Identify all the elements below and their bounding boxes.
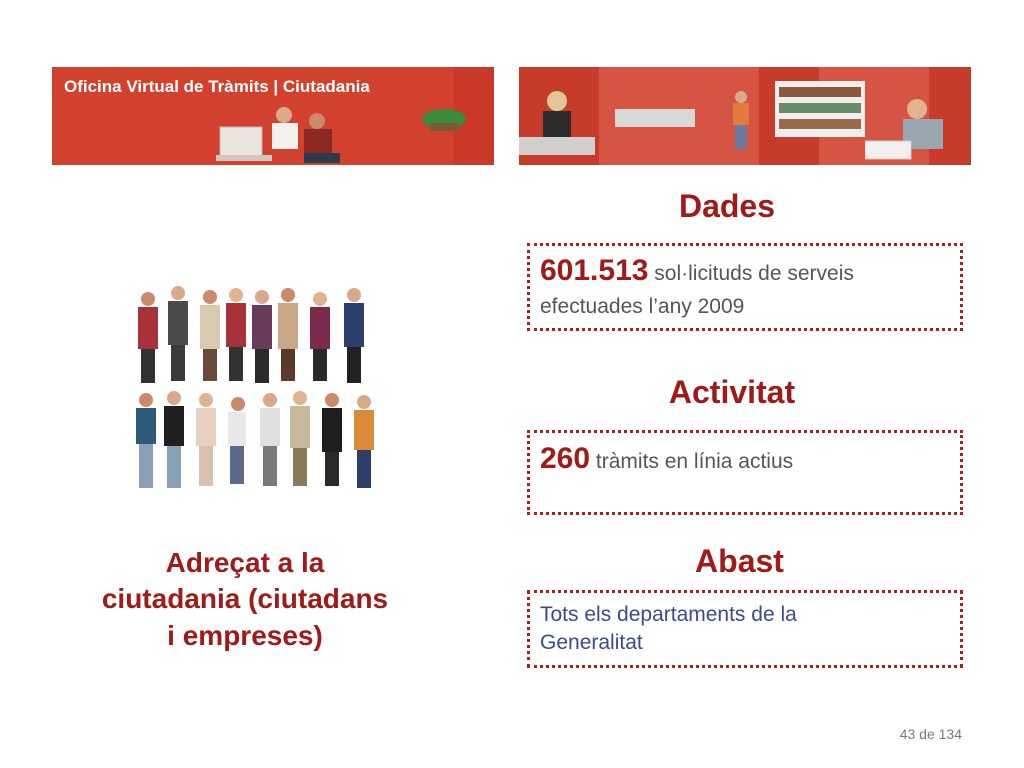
dades-box [527, 243, 963, 331]
people-crowd-icon [128, 285, 394, 495]
caption-line: i empreses) [167, 619, 323, 651]
activitat-number: 260 [540, 442, 591, 475]
section-heading-abast: Abast [695, 543, 784, 579]
woman-sitting-illustration [519, 87, 599, 165]
laptop-people-illustration [212, 107, 342, 165]
abast-text-line2: Generalitat [540, 631, 643, 655]
abast-text-line1: Tots els departaments de la [540, 603, 797, 626]
plant-illustration [420, 105, 468, 131]
caption-line: ciutadania (ciutadans [101, 583, 389, 615]
dades-number: 601.513 [540, 254, 649, 287]
audience-caption [60, 545, 430, 654]
activitat-box [527, 430, 963, 515]
activitat-text: tràmits en línia actius [590, 450, 794, 473]
header-banner-right [519, 67, 971, 165]
page-number: 43 de 134 [899, 726, 962, 742]
standing-person-illustration [729, 91, 753, 151]
bookshelf-illustration [775, 81, 865, 137]
header-banner-left [52, 67, 494, 165]
dades-text: sol·licituds de serveis [648, 262, 854, 285]
dades-text-line2: efectuades l’any 2009 [540, 295, 745, 318]
banner-title: Oficina Virtual de Tràmits | Ciutadania [64, 77, 370, 96]
section-heading-dades: Dades [678, 188, 776, 224]
man-reading-illustration [865, 97, 957, 165]
sofa-illustration [615, 105, 695, 129]
abast-box [527, 590, 963, 668]
caption-line: Adreçat a la [165, 547, 325, 578]
section-heading-activitat: Activitat [668, 374, 796, 410]
